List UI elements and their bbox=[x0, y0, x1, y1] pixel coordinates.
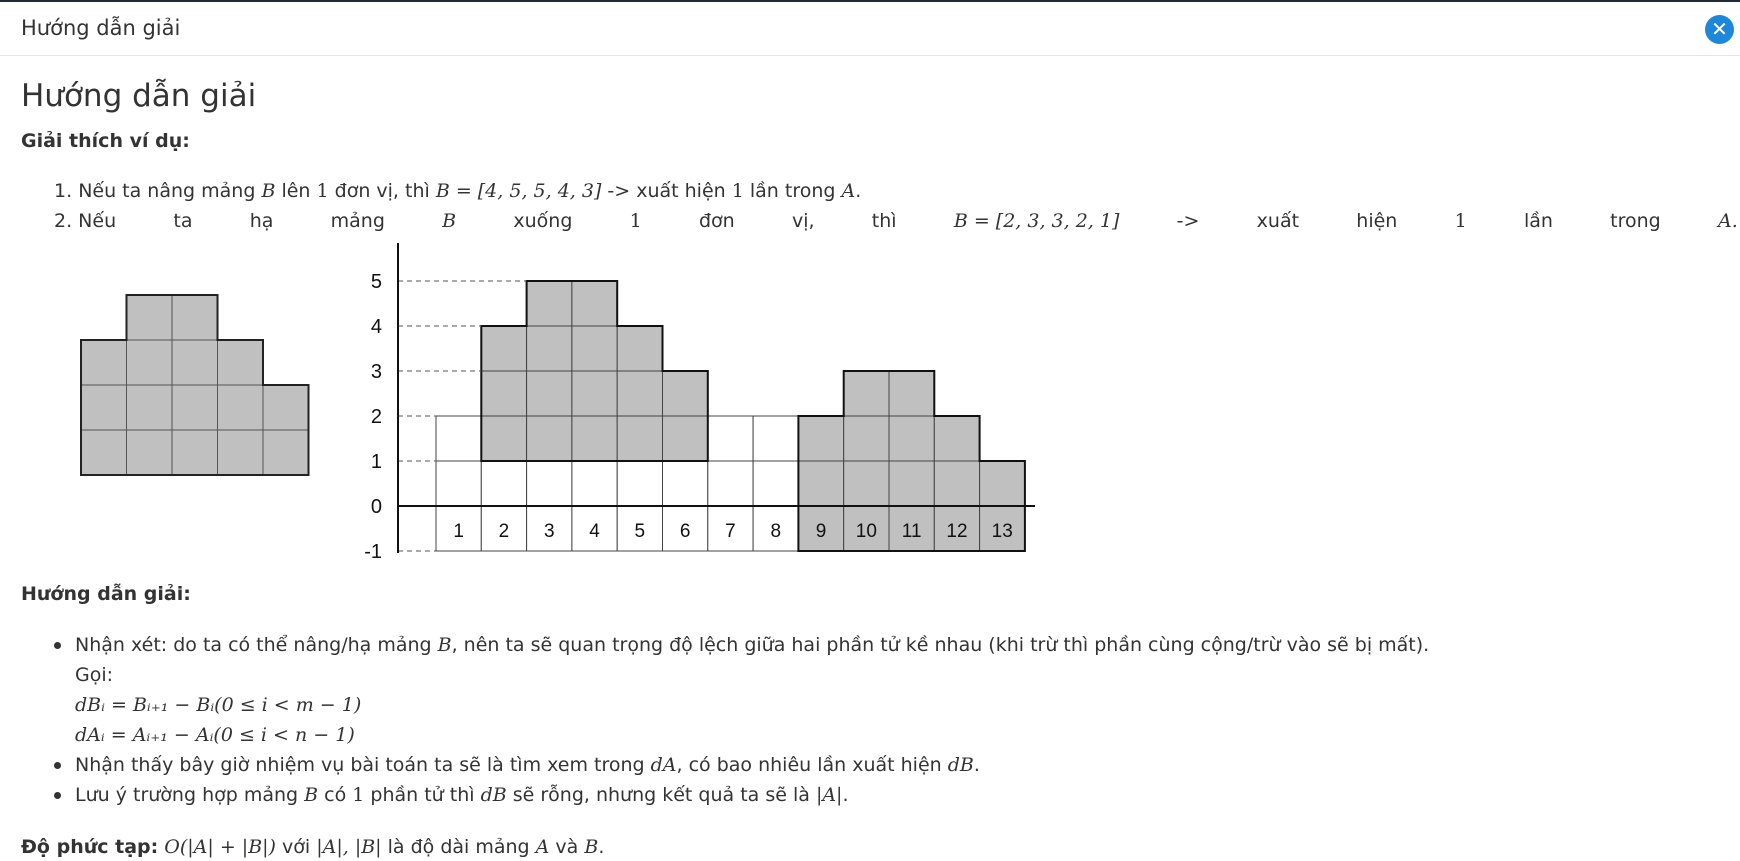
block2-cell bbox=[844, 371, 889, 416]
left-shape-cell bbox=[263, 430, 309, 475]
left-shape-cell bbox=[81, 385, 127, 430]
bullet-dot bbox=[54, 792, 61, 799]
left-shape-cell bbox=[172, 385, 218, 430]
left-shape-cell bbox=[218, 385, 264, 430]
block2-cell bbox=[889, 371, 934, 416]
left-shape-cell bbox=[127, 340, 173, 385]
x-tick-label: 12 bbox=[946, 521, 968, 542]
left-shape-cell bbox=[172, 340, 218, 385]
formula-dB: dBᵢ = Bᵢ₊₁ − Bᵢ(0 ≤ i < m − 1) bbox=[75, 694, 362, 716]
block1-cell bbox=[481, 326, 526, 371]
block1-cell bbox=[572, 371, 617, 416]
block1-cell bbox=[527, 371, 572, 416]
y-tick-label: -1 bbox=[364, 541, 382, 563]
white-cell bbox=[436, 461, 481, 506]
white-cell bbox=[436, 416, 481, 461]
example-2-word: -> bbox=[1176, 210, 1200, 232]
example-item-2 bbox=[54, 210, 1738, 232]
block1-cell bbox=[663, 416, 708, 461]
modal-header bbox=[0, 2, 1740, 56]
example-2-word: B = [2, 3, 3, 2, 1] bbox=[953, 210, 1120, 232]
left-shape-cell bbox=[172, 430, 218, 475]
left-shape-cell bbox=[127, 385, 173, 430]
left-shape-cell bbox=[81, 430, 127, 475]
bullet-item-2: Nhận thấy bây giờ nhiệm vụ bài toán ta sẽ là tìm xem trong dA, có bao nhiêu lần xuất hiện dB. bbox=[75, 754, 980, 776]
block2-cell bbox=[798, 416, 843, 461]
page-title: Hướng dẫn giải bbox=[21, 78, 257, 114]
left-shape-cell bbox=[263, 385, 309, 430]
example-2-word: đơn bbox=[699, 210, 735, 232]
white-cell bbox=[481, 461, 526, 506]
left-shape-cell bbox=[218, 340, 264, 385]
block1-cell bbox=[572, 281, 617, 326]
example-2-word: A. bbox=[1718, 210, 1738, 232]
block2-cell bbox=[889, 416, 934, 461]
formula-dA: dAᵢ = Aᵢ₊₁ − Aᵢ(0 ≤ i < n − 1) bbox=[75, 724, 355, 746]
block2-cell bbox=[844, 461, 889, 506]
white-cell bbox=[527, 461, 572, 506]
example-2-word: thì bbox=[871, 210, 897, 232]
x-tick-label: 5 bbox=[634, 521, 646, 542]
example-2-word: ta bbox=[173, 210, 193, 232]
block1-cell bbox=[481, 416, 526, 461]
x-tick-label: 10 bbox=[855, 521, 877, 542]
bullet-dot bbox=[54, 642, 61, 649]
white-cell bbox=[708, 461, 753, 506]
x-tick-label: 8 bbox=[770, 521, 782, 542]
example-2-word: trong bbox=[1610, 210, 1661, 232]
x-tick-label: 6 bbox=[679, 521, 691, 542]
block2-cell bbox=[798, 461, 843, 506]
example-2-word: xuống bbox=[513, 210, 573, 232]
example-2-word: vị, bbox=[791, 210, 815, 232]
bullet-dot bbox=[54, 762, 61, 769]
left-shape-cell bbox=[81, 340, 127, 385]
block1-cell bbox=[663, 371, 708, 416]
white-cell bbox=[617, 461, 662, 506]
bullet-item-1: Nhận xét: do ta có thể nâng/hạ mảng B, nên ta sẽ quan trọng độ lệch giữa hai phần tử kề nhau (khi trừ thì phần cùng cộng/trừ vào sẽ bị mất). bbox=[75, 634, 1429, 656]
left-shape-cell bbox=[218, 430, 264, 475]
block1-cell bbox=[572, 326, 617, 371]
y-tick-label: 5 bbox=[370, 271, 382, 293]
diagram bbox=[0, 240, 1060, 563]
example-2-word: mảng bbox=[330, 210, 385, 232]
example-2-word: lần bbox=[1523, 210, 1553, 232]
x-tick-label: 13 bbox=[991, 521, 1013, 542]
x-tick-label: 2 bbox=[498, 521, 510, 542]
bullet-item-3: Lưu ý trường hợp mảng B có 1 phần tử thì dB sẽ rỗng, nhưng kết quả ta sẽ là |A|. bbox=[75, 784, 849, 806]
block1-cell bbox=[527, 326, 572, 371]
guide-heading: Hướng dẫn giải: bbox=[21, 583, 191, 605]
left-shape-cell bbox=[172, 295, 218, 340]
x-tick-label: 1 bbox=[453, 521, 464, 542]
x-tick-label: 9 bbox=[815, 521, 827, 542]
x-tick-label: 7 bbox=[725, 521, 736, 542]
block2-cell bbox=[934, 416, 979, 461]
block1-cell bbox=[617, 326, 662, 371]
close-icon: ✕ bbox=[1711, 17, 1728, 41]
left-shape-cell bbox=[127, 430, 173, 475]
x-tick-label: 11 bbox=[901, 521, 922, 542]
block1-cell bbox=[617, 371, 662, 416]
white-cell bbox=[708, 416, 753, 461]
block2-cell bbox=[889, 461, 934, 506]
white-cell bbox=[753, 461, 798, 506]
y-tick-label: 2 bbox=[370, 406, 382, 428]
example-2-word: 1 bbox=[629, 210, 642, 232]
y-tick-label: 4 bbox=[370, 316, 382, 338]
block1-cell bbox=[527, 281, 572, 326]
example-2-word: xuất bbox=[1256, 210, 1300, 232]
complexity-line: Độ phức tạp: O(|A| + |B|) với |A|, |B| là độ dài mảng A và B. bbox=[21, 836, 605, 858]
block1-cell bbox=[572, 416, 617, 461]
example-2-word: 1 bbox=[1454, 210, 1467, 232]
block1-cell bbox=[617, 416, 662, 461]
y-tick-label: 3 bbox=[370, 361, 382, 383]
example-2-word: hiện bbox=[1356, 210, 1398, 232]
y-tick-label: 1 bbox=[370, 451, 382, 473]
goi-label: Gọi: bbox=[75, 664, 114, 686]
y-tick-label: 0 bbox=[370, 496, 382, 518]
white-cell bbox=[572, 461, 617, 506]
white-cell bbox=[753, 416, 798, 461]
close-button[interactable] bbox=[1705, 15, 1734, 44]
block1-cell bbox=[481, 371, 526, 416]
example-heading: Giải thích ví dụ: bbox=[21, 130, 190, 152]
block2-cell bbox=[844, 416, 889, 461]
modal-title: Hướng dẫn giải bbox=[21, 16, 181, 40]
complexity-label: Độ phức tạp: bbox=[21, 836, 159, 858]
example-2-word: B bbox=[442, 210, 457, 232]
block1-cell bbox=[527, 416, 572, 461]
example-2-word: 2. Nếu bbox=[54, 210, 117, 232]
x-tick-label: 3 bbox=[543, 521, 555, 542]
block2-cell bbox=[934, 461, 979, 506]
white-cell bbox=[663, 461, 708, 506]
left-shape-cell bbox=[127, 295, 173, 340]
example-item-1: 1. Nếu ta nâng mảng B lên 1 đơn vị, thì B = [4, 5, 5, 4, 3] -> xuất hiện 1 lần trong A. bbox=[54, 180, 862, 202]
example-2-word: hạ bbox=[249, 210, 274, 232]
x-tick-label: 4 bbox=[589, 521, 600, 542]
block2-cell bbox=[980, 461, 1025, 506]
